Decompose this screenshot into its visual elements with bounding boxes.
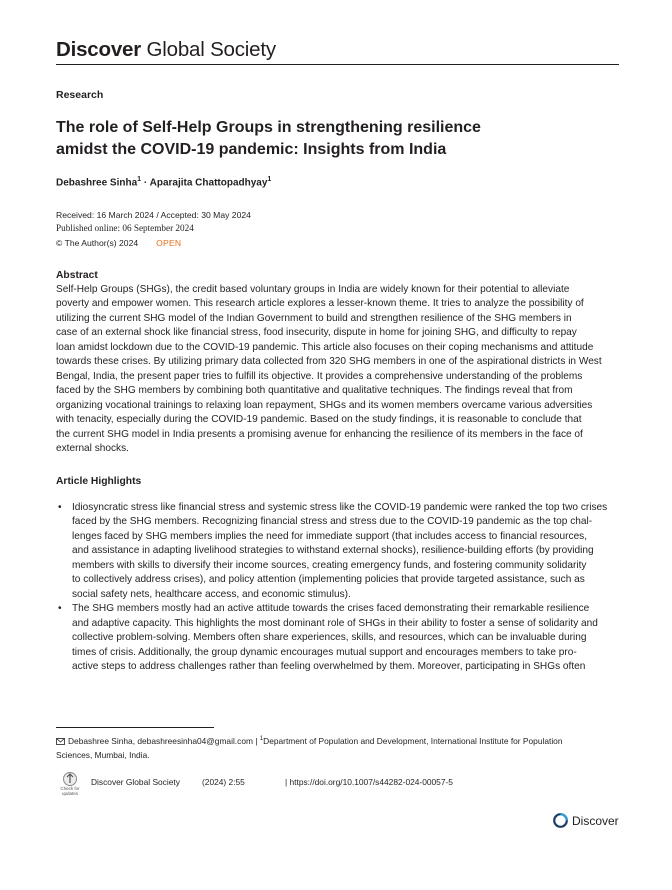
affiliation-mark: 1 [137, 176, 142, 183]
abstract-line: towards these crises. By utilizing primary data collected from 320 SHG members in one of the aspirational districts in West [56, 356, 602, 368]
bullet-icon: • [58, 603, 62, 615]
article-title-line: The role of Self-Help Groups in strengthening resilience [56, 119, 481, 136]
abstract-line: external shocks. [56, 442, 129, 454]
highlight-line: lenges faced by SHG members implies the need for immediate support (that includes access to financial resources, [72, 530, 588, 542]
footer-citation: (2024) 2:55 [202, 777, 245, 787]
discover-logo-icon [553, 813, 568, 831]
bullet-icon: • [58, 502, 62, 513]
abstract-line: the current SHG model in India presents a promising avenue for enhancing the resilience of its members in the face of [56, 428, 583, 440]
article-title [56, 117, 526, 161]
affiliation-mark: 1 [267, 176, 272, 183]
highlight-item [56, 501, 622, 602]
check-for-updates-badge[interactable] [56, 771, 84, 799]
highlight-line: collective problem-solving. Members often share experiences, skills, and resources, which can be invaluable during [72, 632, 587, 644]
highlight-line: to collectively address crises), and policy attention (implementing policies that provide targeted assistance, such as [72, 574, 585, 586]
footnote-line [56, 733, 622, 749]
highlight-line: active steps to address challenges rather than feeling overwhelmed by them. Moreover, participating in SHGs often [72, 660, 586, 672]
author-name[interactable]: Aparajita Chattopadhyay [149, 177, 268, 189]
abstract-line: loan amidst lockdown due to the COVID-19 pandemic. This article also focuses on their coping mechanisms and attitude [56, 341, 594, 353]
abstract-line: with tenacity, especially during the COVID-19 pandemic. Based on the study findings, it is reasonable to conclude that [56, 414, 582, 426]
highlight-line: and assistance in adapting livelihood strategies to withstand external shocks), resilience-building efforts (by providing [72, 545, 594, 557]
journal-name [56, 38, 276, 62]
highlights-list [56, 501, 622, 674]
check-for-updates-label: Check for updates [60, 786, 80, 796]
copyright-line [56, 238, 181, 248]
abstract-line: case of an external shock like financial stress, food insecurity, dispute in home for joining SHG, and difficulty to repay [56, 327, 577, 339]
article-type: Research [56, 89, 104, 101]
header-rule [56, 64, 619, 65]
journal-name-bold: Discover [56, 38, 142, 61]
envelope-icon[interactable] [56, 736, 65, 749]
highlight-line: members with skills to diversify their income sources, creating emergency funds, and fostering community solidarity [72, 559, 587, 571]
highlights-heading: Article Highlights [56, 476, 142, 487]
abstract-line: faced by the SHG members by combining both quantitative and qualitative techniques. The findings reveal that from [56, 385, 573, 397]
received-accepted-dates: Received: 16 March 2024 / Accepted: 30 May 2024 [56, 210, 251, 220]
article-title-line: amidst the COVID-19 pandemic: Insights from India [56, 141, 447, 158]
footer-doi[interactable]: | https://doi.org/10.1007/s44282-024-00057-5 [285, 777, 453, 787]
abstract-line: utilizing the current SHG model of the Indian Government to build and strengthen resilience of the SHG members in [56, 312, 572, 324]
footer-journal: Discover Global Society [91, 777, 180, 787]
corresponding-author-footnote [56, 733, 622, 762]
highlight-line: times of crisis. Additionally, the group dynamic encourages mutual support and encourages members to take pro- [72, 646, 577, 658]
footnote-rule [56, 727, 214, 728]
open-access-label: OPEN [156, 238, 182, 248]
journal-name-light: Global Society [146, 38, 276, 61]
abstract-body [56, 283, 622, 456]
abstract-line: organizing vocational trainings to relaxing loan repayment, SHGs and its women members overcame various adversities [56, 399, 593, 411]
abstract-line: poverty and empower women. This research article explores a lesser-known theme. It tries to analyze the possibility of [56, 298, 584, 310]
highlight-line: The SHG members mostly had an active attitude towards the crises faced demonstrating their remarkable resilience [72, 603, 590, 615]
author-list [56, 176, 271, 188]
highlight-item [56, 602, 622, 674]
copyright-text: © The Author(s) 2024 [56, 238, 139, 248]
footnote-affiliation: Department of Population and Development, International Institute for Population [263, 735, 563, 746]
abstract-line: Bengal, India, the present paper tries to fulfill its objective. It provides a comprehensive understanding of the problems [56, 370, 583, 382]
footnote-contact[interactable]: Debashree Sinha, debashreesinha04@gmail.com | [68, 735, 260, 746]
abstract-heading: Abstract [56, 270, 98, 281]
highlight-line: social safety nets, healthcare access, and economic stimulus). [72, 588, 351, 600]
discover-brand-label: Discover [572, 814, 619, 828]
footnote-line: Sciences, Mumbai, India. [56, 749, 150, 760]
author-separator: · [143, 177, 148, 189]
affiliation-mark: 1 [259, 736, 264, 742]
abstract-line: Self-Help Groups (SHGs), the credit based voluntary groups in India are widely known for their potential to alleviate [56, 284, 570, 295]
highlight-line: Idiosyncratic stress like financial stress and systemic stress like the COVID-19 pandemic were ranked the top two crises [72, 502, 608, 513]
author-name[interactable]: Debashree Sinha [56, 177, 138, 189]
highlight-line: and adaptive capacity. This highlights the most dominant role of SHGs in their ability to foster a sense of solidarity and [72, 617, 598, 629]
published-date: Published online: 06 September 2024 [56, 223, 194, 233]
discover-brand [553, 813, 619, 831]
highlight-line: faced by the SHG members. Recognizing financial stress and stress due to the COVID-19 pandemic as the top chal- [72, 516, 593, 528]
